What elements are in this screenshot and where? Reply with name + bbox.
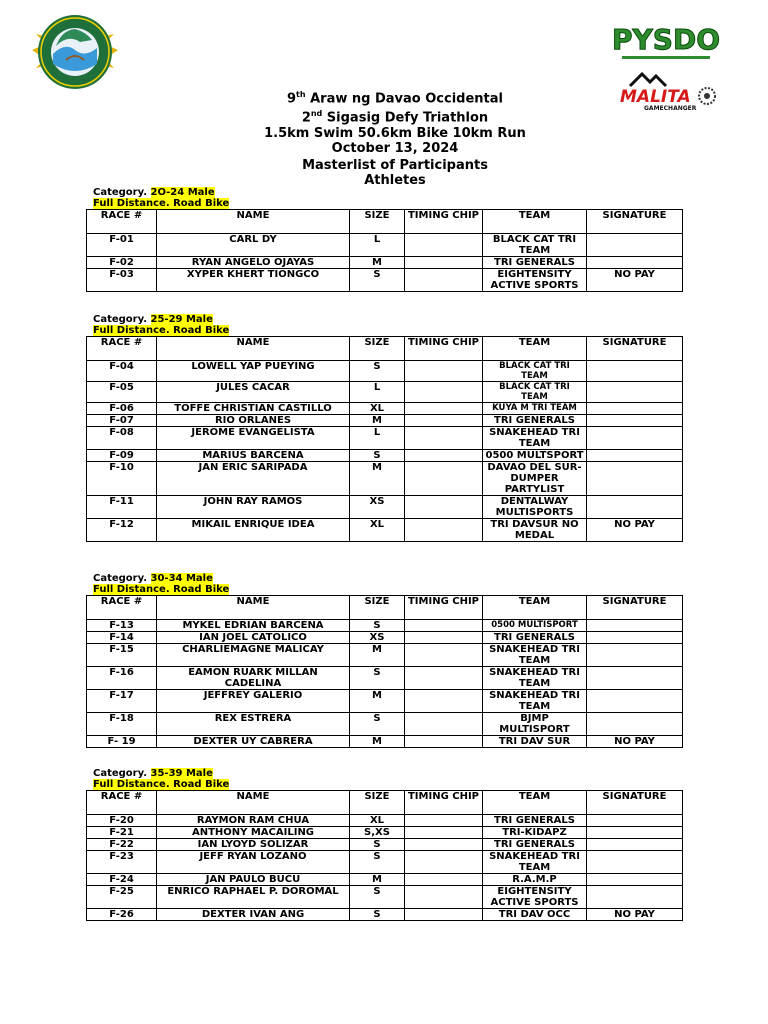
name-cell: TOFFE CHRISTIAN CASTILLO: [157, 403, 350, 415]
team-cell: SNAKEHEAD TRI TEAM: [483, 667, 587, 690]
race-cell: F-18: [87, 713, 157, 736]
size-cell: S: [350, 839, 405, 851]
race-cell: F-20: [87, 815, 157, 827]
size-cell: L: [350, 382, 405, 403]
column-header: SIGNATURE: [587, 596, 683, 620]
team-cell: TRI GENERALS: [483, 415, 587, 427]
timing-chip-cell: [405, 874, 483, 886]
size-cell: S: [350, 361, 405, 382]
signature-cell: NO PAY: [587, 269, 683, 292]
race-cell: F-03: [87, 269, 157, 292]
column-header: SIZE: [350, 596, 405, 620]
timing-chip-cell: [405, 815, 483, 827]
team-cell: BLACK CAT TRI TEAM: [483, 361, 587, 382]
category-label: Category. 35-39 Male Full Distance. Road Bike: [93, 768, 230, 790]
size-cell: M: [350, 690, 405, 713]
column-header: TEAM: [483, 791, 587, 815]
signature-cell: [587, 427, 683, 450]
size-cell: S,XS: [350, 827, 405, 839]
race-cell: F-12: [87, 519, 157, 542]
name-cell: JAN ERIC SARIPADA: [157, 462, 350, 496]
size-cell: S: [350, 620, 405, 632]
timing-chip-cell: [405, 519, 483, 542]
signature-cell: [587, 690, 683, 713]
name-cell: JULES CACAR: [157, 382, 350, 403]
name-cell: RYAN ANGELO OJAYAS: [157, 257, 350, 269]
team-cell: KUYA M TRI TEAM: [483, 403, 587, 415]
team-cell: BLACK CAT TRI TEAM: [483, 234, 587, 257]
table-header-row: [87, 210, 683, 234]
size-cell: S: [350, 667, 405, 690]
team-cell: TRI DAV OCC: [483, 909, 587, 921]
event-name-line: 2nd Sigasig Defy Triathlon: [301, 109, 489, 126]
column-header: TIMING CHIP: [405, 596, 483, 620]
province-seal-logo: [30, 12, 120, 92]
signature-cell: [587, 886, 683, 909]
race-cell: F-02: [87, 257, 157, 269]
team-cell: SNAKEHEAD TRI TEAM: [483, 690, 587, 713]
timing-chip-cell: [405, 415, 483, 427]
table-header-row: [87, 596, 683, 620]
timing-chip-cell: [405, 361, 483, 382]
signature-cell: [587, 874, 683, 886]
signature-cell: NO PAY: [587, 519, 683, 542]
size-cell: XS: [350, 496, 405, 519]
team-cell: TRI DAVSUR NO MEDAL: [483, 519, 587, 542]
column-header: NAME: [157, 337, 350, 361]
timing-chip-cell: [405, 496, 483, 519]
column-header: SIZE: [350, 210, 405, 234]
category-label: Category. 30-34 Male Full Distance. Road Bike: [93, 573, 230, 595]
column-header: TIMING CHIP: [405, 791, 483, 815]
name-cell: DEXTER IVAN ANG: [157, 909, 350, 921]
size-cell: XL: [350, 403, 405, 415]
signature-cell: [587, 644, 683, 667]
column-header: SIGNATURE: [587, 337, 683, 361]
table-row: [87, 667, 683, 690]
size-cell: M: [350, 736, 405, 748]
race-cell: F-13: [87, 620, 157, 632]
table-row: [87, 886, 683, 909]
signature-cell: [587, 667, 683, 690]
race-cell: F-05: [87, 382, 157, 403]
table-row: [87, 713, 683, 736]
timing-chip-cell: [405, 620, 483, 632]
table-row: [87, 519, 683, 542]
team-cell: TRI DAV SUR: [483, 736, 587, 748]
signature-cell: [587, 496, 683, 519]
column-header: RACE #: [87, 210, 157, 234]
name-cell: JEFF RYAN LOZANO: [157, 851, 350, 874]
name-cell: JOHN RAY RAMOS: [157, 496, 350, 519]
race-cell: F-04: [87, 361, 157, 382]
participants-table-35-39: [86, 790, 683, 921]
size-cell: M: [350, 257, 405, 269]
table-row: [87, 257, 683, 269]
column-header: TIMING CHIP: [405, 337, 483, 361]
timing-chip-cell: [405, 736, 483, 748]
table-row: [87, 382, 683, 403]
signature-cell: [587, 632, 683, 644]
signature-cell: [587, 382, 683, 403]
timing-chip-cell: [405, 462, 483, 496]
team-cell: SNAKEHEAD TRI TEAM: [483, 644, 587, 667]
column-header: NAME: [157, 210, 350, 234]
table-row: [87, 827, 683, 839]
size-cell: M: [350, 874, 405, 886]
pysdo-logo-text: PYSDO: [611, 23, 721, 56]
column-header: TIMING CHIP: [405, 210, 483, 234]
signature-cell: [587, 361, 683, 382]
table-row: [87, 632, 683, 644]
name-cell: LOWELL YAP PUEYING: [157, 361, 350, 382]
timing-chip-cell: [405, 690, 483, 713]
table-row: [87, 815, 683, 827]
name-cell: MIKAIL ENRIQUE IDEA: [157, 519, 350, 542]
signature-cell: [587, 450, 683, 462]
athletes-subtitle: Athletes: [364, 173, 426, 188]
team-cell: TRI GENERALS: [483, 632, 587, 644]
timing-chip-cell: [405, 644, 483, 667]
team-cell: DAVAO DEL SUR-DUMPER PARTYLIST: [483, 462, 587, 496]
table-row: [87, 644, 683, 667]
name-cell: REX ESTRERA: [157, 713, 350, 736]
signature-cell: [587, 851, 683, 874]
table-row: [87, 450, 683, 462]
team-cell: SNAKEHEAD TRI TEAM: [483, 427, 587, 450]
table-row: [87, 269, 683, 292]
table-row: [87, 427, 683, 450]
timing-chip-cell: [405, 886, 483, 909]
name-cell: IAN LYOYD SOLIZAR: [157, 839, 350, 851]
column-header: TEAM: [483, 596, 587, 620]
size-cell: XL: [350, 815, 405, 827]
table-row: [87, 620, 683, 632]
timing-chip-cell: [405, 632, 483, 644]
team-cell: 0500 MULTSPORT: [483, 450, 587, 462]
size-cell: S: [350, 886, 405, 909]
signature-cell: [587, 257, 683, 269]
signature-cell: [587, 815, 683, 827]
race-cell: F-26: [87, 909, 157, 921]
name-cell: MARIUS BARCENA: [157, 450, 350, 462]
size-cell: XS: [350, 632, 405, 644]
timing-chip-cell: [405, 403, 483, 415]
name-cell: JAN PAULO BUCU: [157, 874, 350, 886]
column-header: RACE #: [87, 337, 157, 361]
column-header: NAME: [157, 791, 350, 815]
name-cell: JEFFREY GALERIO: [157, 690, 350, 713]
name-cell: CHARLIEMAGNE MALICAY: [157, 644, 350, 667]
table-row: [87, 851, 683, 874]
table-row: [87, 462, 683, 496]
signature-cell: [587, 827, 683, 839]
timing-chip-cell: [405, 827, 483, 839]
race-cell: F-14: [87, 632, 157, 644]
table-row: [87, 415, 683, 427]
size-cell: M: [350, 462, 405, 496]
signature-cell: NO PAY: [587, 909, 683, 921]
timing-chip-cell: [405, 257, 483, 269]
signature-cell: [587, 415, 683, 427]
size-cell: S: [350, 450, 405, 462]
size-cell: M: [350, 415, 405, 427]
size-cell: L: [350, 427, 405, 450]
name-cell: EAMON RUARK MILLAN CADELINA: [157, 667, 350, 690]
signature-cell: [587, 403, 683, 415]
race-cell: F-16: [87, 667, 157, 690]
team-cell: TRI-KIDAPZ: [483, 827, 587, 839]
size-cell: S: [350, 909, 405, 921]
pysdo-logo: [611, 22, 721, 62]
table-header-row: [87, 791, 683, 815]
event-edition-line: 9th Araw ng Davao Occidental: [287, 90, 503, 107]
column-header: RACE #: [87, 596, 157, 620]
name-cell: RAYMON RAM CHUA: [157, 815, 350, 827]
race-cell: F-17: [87, 690, 157, 713]
name-cell: XYPER KHERT TIONGCO: [157, 269, 350, 292]
column-header: SIGNATURE: [587, 210, 683, 234]
race-cell: F-23: [87, 851, 157, 874]
size-cell: L: [350, 234, 405, 257]
team-cell: TRI GENERALS: [483, 839, 587, 851]
column-header: TEAM: [483, 337, 587, 361]
team-cell: TRI GENERALS: [483, 815, 587, 827]
timing-chip-cell: [405, 382, 483, 403]
size-cell: S: [350, 713, 405, 736]
column-header: SIZE: [350, 791, 405, 815]
name-cell: ENRICO RAPHAEL P. DOROMAL: [157, 886, 350, 909]
name-cell: RIO ORLANES: [157, 415, 350, 427]
name-cell: MYKEL EDRIAN BARCENA: [157, 620, 350, 632]
category-label: Category. 25-29 Male Full Distance. Road Bike: [93, 314, 230, 336]
table-row: [87, 403, 683, 415]
signature-cell: [587, 620, 683, 632]
team-cell: BLACK CAT TRI TEAM: [483, 382, 587, 403]
column-header: TEAM: [483, 210, 587, 234]
event-header: [150, 87, 640, 156]
event-date-line: October 13, 2024: [331, 140, 459, 156]
timing-chip-cell: [405, 269, 483, 292]
race-cell: F-25: [87, 886, 157, 909]
size-cell: M: [350, 644, 405, 667]
race-cell: F-01: [87, 234, 157, 257]
signature-cell: NO PAY: [587, 736, 683, 748]
race-cell: F-09: [87, 450, 157, 462]
column-header: RACE #: [87, 791, 157, 815]
category-label: Category. 2O-24 Male Full Distance. Road Bike: [93, 187, 230, 209]
table-row: [87, 736, 683, 748]
race-cell: F- 19: [87, 736, 157, 748]
participants-table-30-34: [86, 595, 683, 748]
name-cell: IAN JOEL CATOLICO: [157, 632, 350, 644]
malita-logo-tagline: GAMECHANGER: [644, 105, 697, 112]
race-cell: F-22: [87, 839, 157, 851]
race-cell: F-07: [87, 415, 157, 427]
timing-chip-cell: [405, 667, 483, 690]
table-row: [87, 361, 683, 382]
table-row: [87, 874, 683, 886]
timing-chip-cell: [405, 851, 483, 874]
table-row: [87, 496, 683, 519]
name-cell: DEXTER UY CABRERA: [157, 736, 350, 748]
timing-chip-cell: [405, 450, 483, 462]
malita-logo-text: MALITA: [620, 87, 691, 107]
race-cell: F-10: [87, 462, 157, 496]
column-header: SIZE: [350, 337, 405, 361]
race-cell: F-15: [87, 644, 157, 667]
signature-cell: [587, 713, 683, 736]
timing-chip-cell: [405, 234, 483, 257]
size-cell: XL: [350, 519, 405, 542]
size-cell: S: [350, 269, 405, 292]
team-cell: EIGHTENSITY ACTIVE SPORTS: [483, 269, 587, 292]
participants-table-20-24: [86, 209, 683, 292]
team-cell: R.A.M.P: [483, 874, 587, 886]
race-cell: F-06: [87, 403, 157, 415]
signature-cell: [587, 234, 683, 257]
masterlist-title: Masterlist of Participants: [302, 158, 488, 173]
race-cell: F-11: [87, 496, 157, 519]
team-cell: 0500 MULTISPORT: [483, 620, 587, 632]
signature-cell: [587, 462, 683, 496]
name-cell: CARL DY: [157, 234, 350, 257]
size-cell: S: [350, 851, 405, 874]
column-header: SIGNATURE: [587, 791, 683, 815]
team-cell: TRI GENERALS: [483, 257, 587, 269]
participants-table-25-29: [86, 336, 683, 542]
column-header: NAME: [157, 596, 350, 620]
table-header-row: [87, 337, 683, 361]
timing-chip-cell: [405, 839, 483, 851]
timing-chip-cell: [405, 909, 483, 921]
document-title: [150, 158, 640, 188]
table-row: [87, 839, 683, 851]
table-row: [87, 690, 683, 713]
team-cell: SNAKEHEAD TRI TEAM: [483, 851, 587, 874]
team-cell: BJMP MULTISPORT: [483, 713, 587, 736]
team-cell: DENTALWAY MULTISPORTS: [483, 496, 587, 519]
race-cell: F-21: [87, 827, 157, 839]
name-cell: JEROME EVANGELISTA: [157, 427, 350, 450]
name-cell: ANTHONY MACAILING: [157, 827, 350, 839]
signature-cell: [587, 839, 683, 851]
team-cell: EIGHTENSITY ACTIVE SPORTS: [483, 886, 587, 909]
table-row: [87, 234, 683, 257]
table-row: [87, 909, 683, 921]
race-cell: F-08: [87, 427, 157, 450]
event-distance-line: 1.5km Swim 50.6km Bike 10km Run: [264, 125, 526, 141]
timing-chip-cell: [405, 427, 483, 450]
race-cell: F-24: [87, 874, 157, 886]
timing-chip-cell: [405, 713, 483, 736]
